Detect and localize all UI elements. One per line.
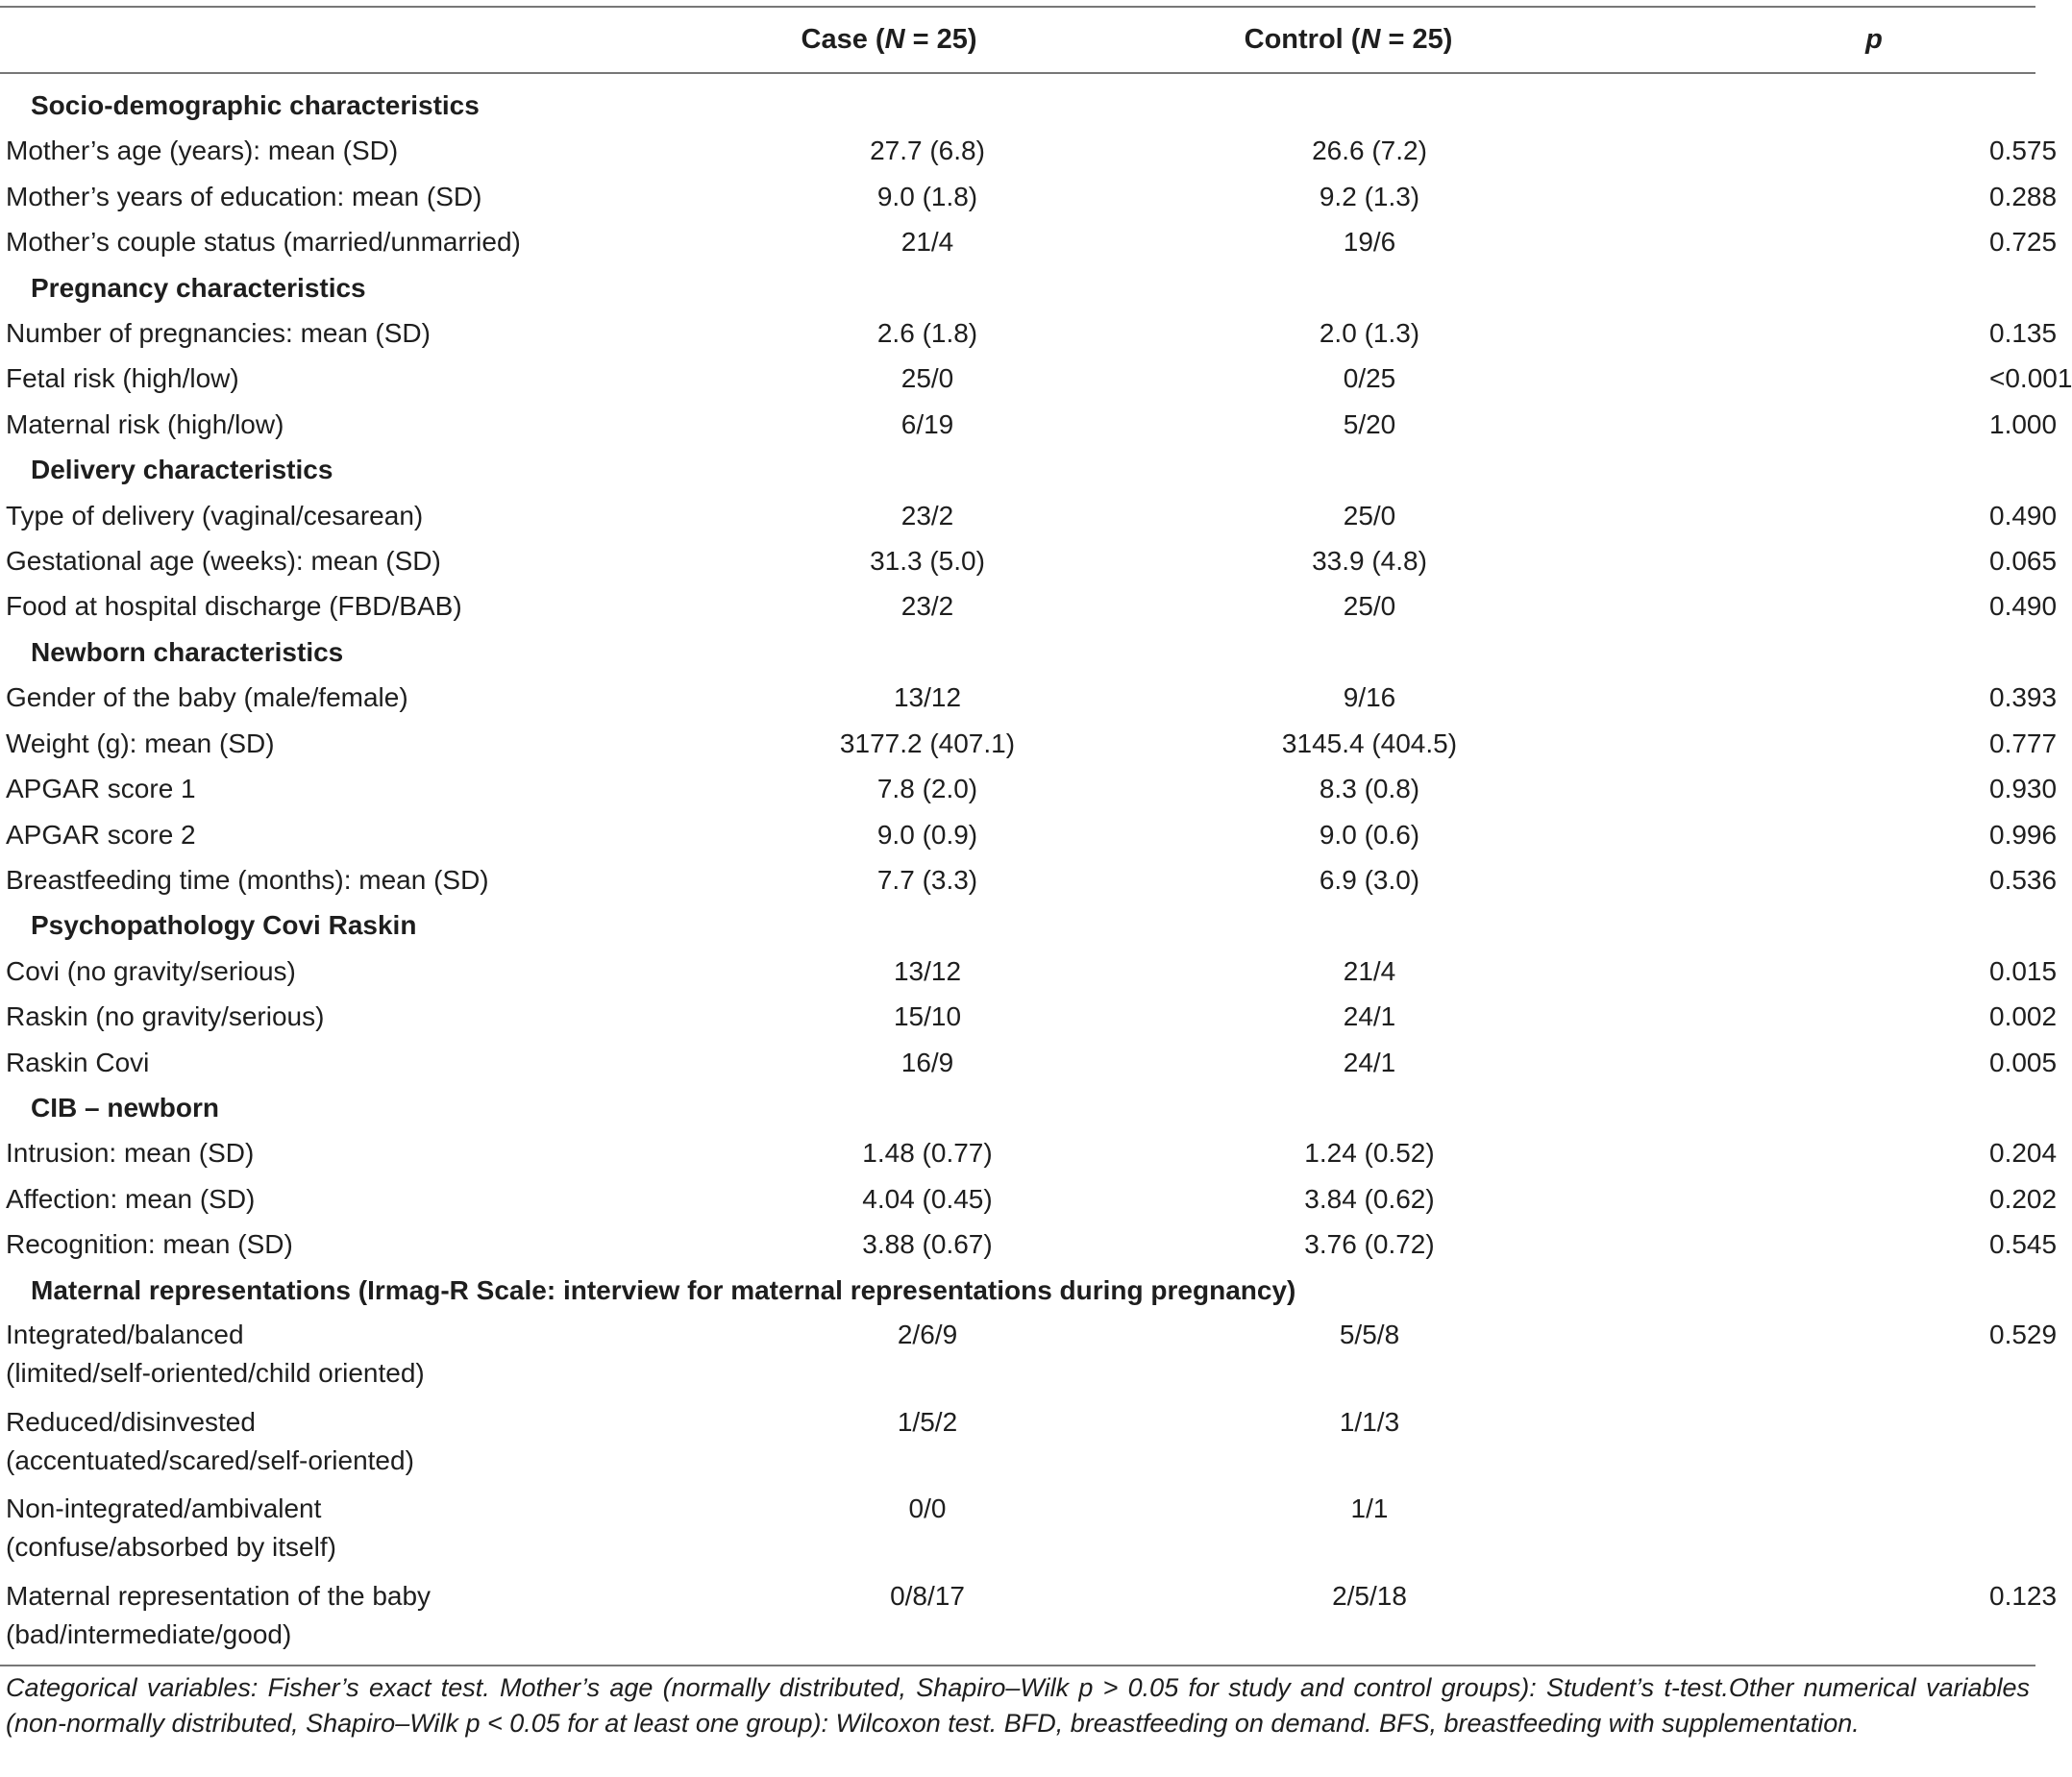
case-value: 7.7 (3.3) [876,864,978,895]
row-label [0,583,692,629]
control-value: 5/20 [1343,408,1396,439]
row-label-line1: Gestational age (weeks): mean (SD) [6,546,441,577]
row-label [0,310,692,356]
row-label-line2: (limited/self-oriented/child oriented) [6,1357,425,1388]
row-label [0,949,692,994]
case-value: 7.8 (2.0) [876,774,978,804]
case-value: 2/6/9 [897,1319,958,1349]
table-row [0,1400,2035,1488]
control-value: 3145.4 (404.5) [1281,728,1458,758]
row-label-line1: APGAR score 2 [6,819,196,850]
control-value: 26.6 (7.2) [1312,136,1427,166]
table-row [0,1313,2035,1400]
table-row [0,1222,2035,1267]
data-table [0,83,2072,1661]
table-row [0,994,2035,1039]
row-label [0,721,692,766]
p-value: 1.000 [1989,408,2058,439]
row-label-line2: (accentuated/scared/self-oriented) [6,1444,414,1475]
row-label-line2: (confuse/absorbed by itself) [6,1532,336,1563]
control-value: 3.76 (0.72) [1304,1229,1435,1260]
case-value: 3.88 (0.67) [862,1229,993,1260]
section-header [0,447,2035,492]
p-value [1557,1487,2035,1574]
row-label-line1: Fetal risk (high/low) [6,363,239,394]
case-value: 0/8/17 [890,1580,965,1611]
case-value: 0/0 [908,1493,947,1524]
case-value: 3177.2 (407.1) [839,728,1016,758]
row-label-line1: Mother’s years of education: mean (SD) [6,181,482,211]
row-label-line1: Reduced/disinvested [6,1406,256,1437]
bottom-rule [0,1665,2035,1666]
table-row [0,949,2035,994]
table-row [0,402,2035,447]
section-title: Socio-demographic characteristics [31,90,480,120]
row-label-line1: Breastfeeding time (months): mean (SD) [6,864,489,895]
case-value: 15/10 [893,1001,962,1032]
row-label [0,812,692,857]
control-value: 9.2 (1.3) [1319,181,1420,211]
table-row [0,812,2035,857]
section-title: Pregnancy characteristics [31,272,366,303]
table-row [0,128,2035,173]
p-value: 0.536 [1989,864,2058,895]
table-row [0,356,2035,401]
case-value: 16/9 [900,1047,954,1077]
table-row [0,219,2035,264]
table-row [0,538,2035,583]
table-row [0,857,2035,902]
p-value: 0.545 [1989,1229,2058,1260]
control-value: 9.0 (0.6) [1319,819,1420,850]
control-value: 6.9 (3.0) [1319,864,1420,895]
table-body [0,83,2072,1661]
table-row [0,1130,2035,1175]
row-label-line2: (bad/intermediate/good) [6,1618,292,1649]
case-value: 25/0 [900,363,954,394]
row-label-line1: Number of pregnancies: mean (SD) [6,318,431,349]
p-value: 0.529 [1989,1319,2058,1349]
table-row [0,583,2035,629]
header-rule [0,72,2035,74]
case-value: 13/12 [893,955,962,986]
table-row [0,174,2035,219]
p-value: 0.123 [1989,1580,2058,1611]
p-value: 0.930 [1989,774,2058,804]
row-label-line1: APGAR score 1 [6,774,196,804]
control-value: 0/25 [1343,363,1396,394]
case-value: 13/12 [893,682,962,713]
p-value: 0.065 [1989,546,2058,577]
control-value: 24/1 [1343,1001,1396,1032]
p-value: 0.002 [1989,1001,2058,1032]
table-row [0,766,2035,811]
row-label [0,857,692,902]
row-label [0,1130,692,1175]
row-label [0,1313,692,1400]
row-label [0,174,692,219]
header-control: Control (N = 25) [1244,24,1453,55]
control-value: 9/16 [1343,682,1396,713]
control-value: 3.84 (0.62) [1304,1183,1435,1214]
row-label [0,1222,692,1267]
p-value: 0.015 [1989,955,2058,986]
row-label-line1: Mother’s couple status (married/unmarried) [6,227,521,258]
case-value: 31.3 (5.0) [870,546,985,577]
table-row [0,675,2035,720]
row-label-line1: Raskin Covi [6,1047,150,1077]
case-value: 1.48 (0.77) [862,1138,993,1169]
section-header [0,1268,2035,1313]
row-label-line1: Maternal representation of the baby [6,1580,432,1611]
case-value: 21/4 [900,227,954,258]
control-value: 24/1 [1343,1047,1396,1077]
control-value: 19/6 [1343,227,1396,258]
row-label [0,1574,692,1662]
control-value: 21/4 [1343,955,1396,986]
case-value: 4.04 (0.45) [862,1183,993,1214]
row-label [0,402,692,447]
section-title: Maternal representations (Irmag-R Scale: interview for maternal representations during pregnancy) [31,1274,1296,1305]
row-label [0,493,692,538]
p-value: 0.725 [1989,227,2058,258]
section-header [0,902,2035,948]
row-label [0,675,692,720]
section-header [0,265,2035,310]
case-value: 2.6 (1.8) [876,318,978,349]
p-value: 0.490 [1989,591,2058,622]
control-value: 25/0 [1343,500,1396,531]
control-value: 1/1 [1350,1493,1389,1524]
p-value: 0.996 [1989,819,2058,850]
row-label-line1: Maternal risk (high/low) [6,408,284,439]
table-footnote: Categorical variables: Fisher’s exact test. Mother’s age (normally distributed, Shapiro–Wilk p > 0.05 for study and control groups): Student’s t-test.Other numerical variables (non-normally distributed, Shapiro–Wilk p < 0.05 for at least one group): Wilcoxon test. BFD, breastfeeding on demand. BFS, breastfeeding with supplementation. [6,1673,2030,1738]
section-title: Delivery characteristics [31,455,333,485]
row-label [0,1176,692,1222]
control-value: 25/0 [1343,591,1396,622]
section-title: Psychopathology Covi Raskin [31,910,417,941]
control-value: 2/5/18 [1332,1580,1407,1611]
row-label-line1: Type of delivery (vaginal/cesarean) [6,500,424,531]
p-value: 0.777 [1989,728,2058,758]
row-label-line1: Food at hospital discharge (FBD/BAB) [6,591,462,622]
section-header [0,83,2035,128]
control-value: 8.3 (0.8) [1319,774,1420,804]
table-row [0,1176,2035,1222]
top-rule [0,6,2035,8]
control-value: 5/5/8 [1339,1319,1400,1349]
row-label [0,1040,692,1085]
control-value: 1/1/3 [1339,1406,1400,1437]
row-label-line1: Weight (g): mean (SD) [6,728,275,758]
control-value: 33.9 (4.8) [1312,546,1427,577]
row-label-line1: Covi (no gravity/serious) [6,955,296,986]
row-label [0,219,692,264]
row-label-line1: Affection: mean (SD) [6,1183,256,1214]
row-label [0,538,692,583]
header-case: Case (N = 25) [801,24,977,55]
row-label [0,1487,692,1574]
row-label [0,994,692,1039]
header-p: p [1865,24,1883,55]
p-value: 0.490 [1989,500,2058,531]
row-label [0,766,692,811]
table-row [0,310,2035,356]
section-header [0,629,2035,675]
p-value: <0.001 [1989,363,2072,394]
row-label-line1: Integrated/balanced [6,1319,244,1349]
case-value: 6/19 [900,408,954,439]
row-label [0,1400,692,1488]
p-value: 0.202 [1989,1183,2058,1214]
case-value: 27.7 (6.8) [870,136,985,166]
row-label-line1: Gender of the baby (male/female) [6,682,408,713]
p-value: 0.005 [1989,1047,2058,1077]
p-value: 0.135 [1989,318,2058,349]
p-value [1557,1400,2035,1488]
row-label-line1: Mother’s age (years): mean (SD) [6,136,399,166]
row-label-line1: Non-integrated/ambivalent [6,1493,322,1524]
table-row [0,1040,2035,1085]
p-value: 0.393 [1989,682,2058,713]
section-title: CIB – newborn [31,1092,220,1123]
table-row [0,721,2035,766]
p-value: 0.575 [1989,136,2058,166]
row-label [0,128,692,173]
p-value: 0.204 [1989,1138,2058,1169]
control-value: 2.0 (1.3) [1319,318,1420,349]
case-value: 9.0 (0.9) [876,819,978,850]
row-label-line1: Intrusion: mean (SD) [6,1138,255,1169]
control-value: 1.24 (0.52) [1304,1138,1435,1169]
table-row [0,1487,2035,1574]
row-label [0,356,692,401]
table-row [0,1574,2035,1662]
row-label-line1: Recognition: mean (SD) [6,1229,293,1260]
case-value: 1/5/2 [897,1406,958,1437]
section-title: Newborn characteristics [31,636,344,667]
case-value: 23/2 [900,500,954,531]
table-row [0,493,2035,538]
section-header [0,1085,2035,1130]
case-value: 9.0 (1.8) [876,181,978,211]
case-value: 23/2 [900,591,954,622]
row-label-line1: Raskin (no gravity/serious) [6,1001,325,1032]
p-value: 0.288 [1989,181,2058,211]
